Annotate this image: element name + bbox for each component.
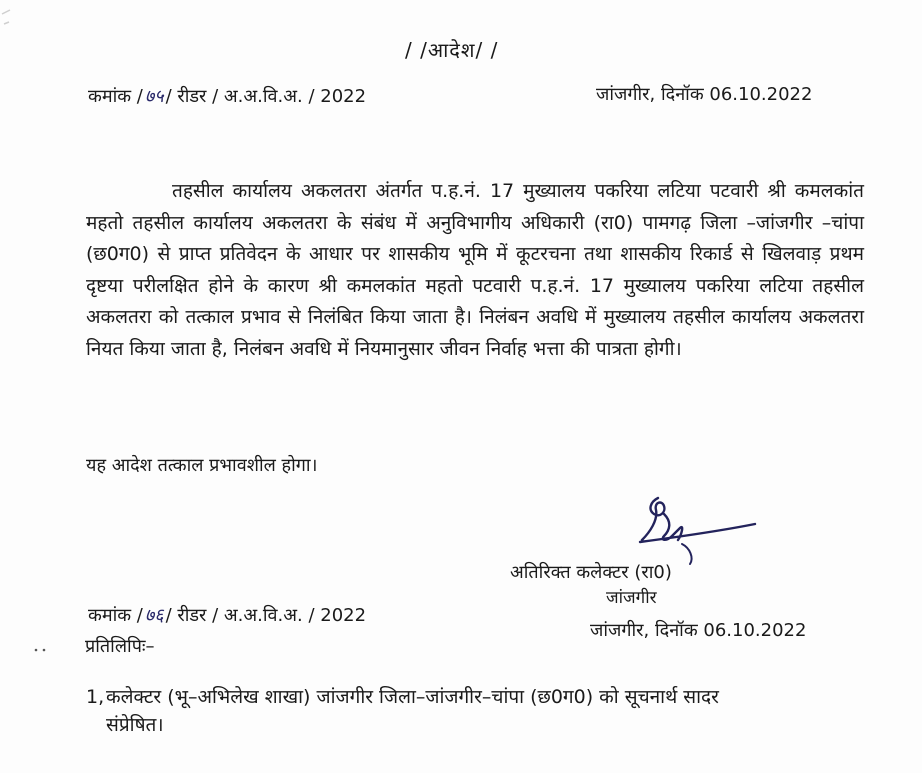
handwritten-copy-number: ७६ xyxy=(144,605,164,626)
effective-statement: यह आदेश तत्काल प्रभावशील होगा। xyxy=(86,455,318,476)
copy-date: जांजगीर, दिनॉक 06.10.2022 xyxy=(590,620,807,641)
copy-reference-prefix: कमांक / xyxy=(88,605,143,626)
copy-item-line1: कलेक्टर (भू–अभिलेख शाखा) जांजगीर जिला–जांजगीर–चांपा (छ0ग0) को सूचनार्थ सादर xyxy=(106,686,719,708)
order-title: / /आदेश/ / xyxy=(405,38,499,62)
copy-label: प्रतिलिपिः– xyxy=(85,636,155,657)
copy-item-line2: संप्रेषित। xyxy=(106,714,164,736)
margin-dots xyxy=(30,640,70,660)
order-reference xyxy=(88,84,366,108)
copy-list-item xyxy=(86,683,866,739)
copy-item-number: 1, xyxy=(86,686,105,708)
order-body: तहसील कार्यालय अकलतरा अंतर्गत प.ह.नं. 17 मुख्यालय पकरिया लटिया पटवारी श्री कमलकांत महतो तहसील कार्यालय अकलतरा के संबंध में अनुविभागीय अधिकारी (रा0) पामगढ़ जिला –जांजगीर –चांपा (छ0ग0) से प्राप्त प्रतिवेदन के आधार पर शासकीय भूमि में कूटरचना तथा शासकीय रिकार्ड से खिलवाड़ प्रथम दृष्टया परीलक्षित होने के कारण श्री कमलकांत महतो पटवारी प.ह.नं. 17 मुख्यालय पकरिया लटिया तहसील अकलतरा को तत्काल प्रभाव से निलंबित किया जाता है। निलंबन अवधि में मुख्यालय तहसील कार्यालय अकलतरा नियत किया जाता है, निलंबन अवधि में नियमानुसार जीवन निर्वाह भत्ता की पात्रता होगी। xyxy=(86,180,864,360)
corner-mark xyxy=(0,0,40,40)
handwritten-reference-number: ७५ xyxy=(144,86,164,107)
copy-reference-suffix: / रीडर / अ.अ.वि.अ. / 2022 xyxy=(165,605,367,626)
reference-suffix: / रीडर / अ.अ.वि.अ. / 2022 xyxy=(165,86,367,107)
order-date: जांजगीर, दिनॉक 06.10.2022 xyxy=(596,84,813,105)
signatory-place: जांजगीर xyxy=(606,588,657,608)
signatory-title: अतिरिक्त कलेक्टर (रा0) xyxy=(510,562,672,583)
reference-prefix: कमांक / xyxy=(88,86,143,107)
copy-reference xyxy=(88,603,366,627)
